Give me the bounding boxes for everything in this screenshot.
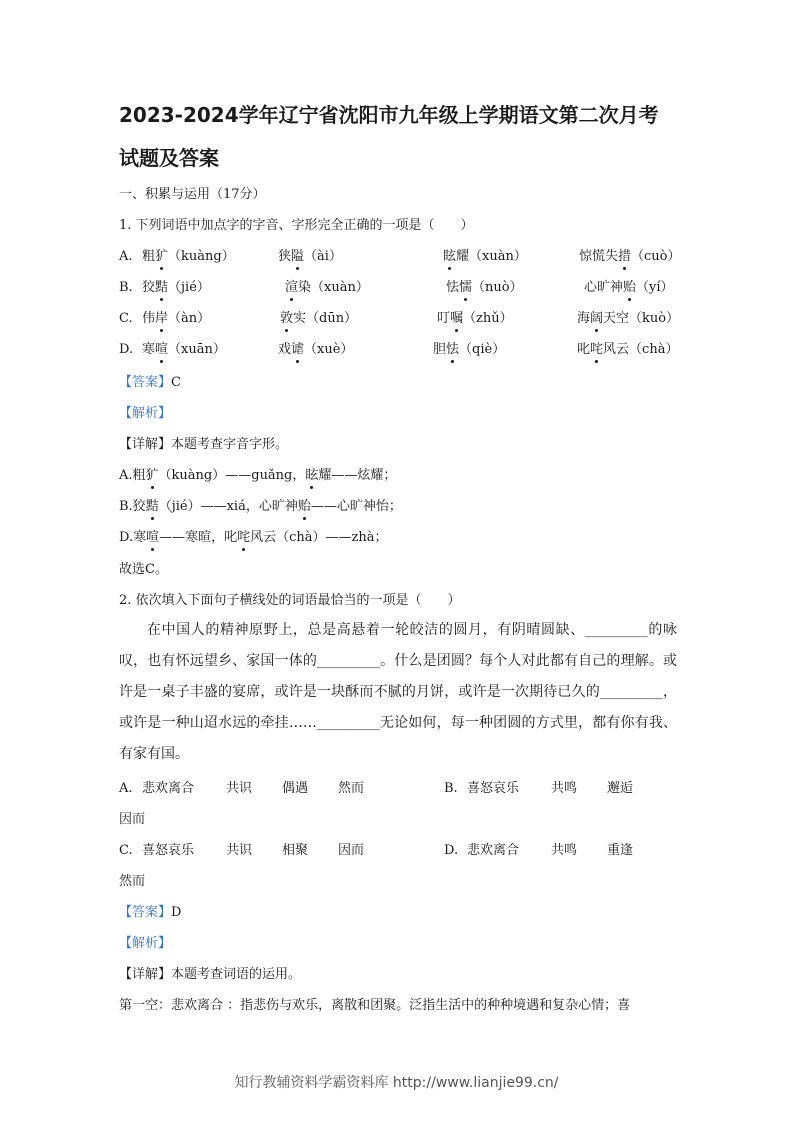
- explanation-line: A.粗犷（kuàng）——guǎng，眩耀——炫耀；: [119, 468, 397, 483]
- option-item: 叱咤风云（chà）: [577, 342, 679, 357]
- option-word: 相聚: [282, 843, 309, 858]
- conclusion: 故选C。: [119, 562, 168, 577]
- option-word: 共识: [226, 843, 253, 858]
- answer-line: [119, 375, 181, 391]
- option-item: 狭隘（ài）: [278, 249, 342, 264]
- detail-text: 本题考查字音字形。: [171, 437, 289, 452]
- option-word: 因而: [338, 843, 365, 858]
- question-1-stem: 1. 下列词语中加点字的字音、字形完全正确的一项是（ ）: [119, 218, 474, 233]
- option-letter: A.: [119, 249, 133, 264]
- option-item: 海阔天空（kuò）: [577, 311, 680, 326]
- option-word: 喜怒哀乐: [467, 781, 520, 796]
- option-word: 然而: [338, 781, 365, 796]
- detail-tag: 【详解】: [119, 967, 172, 982]
- option-letter: B.: [119, 280, 133, 295]
- option-word: 共识: [226, 781, 253, 796]
- detail-tag: 【详解】: [119, 437, 172, 452]
- document-title: 2023-2024学年辽宁省沈阳市九年级上学期语文第二次月考: [119, 103, 659, 127]
- option-item: 胆怯（qiè）: [433, 342, 506, 357]
- option-word: 悲欢离合: [467, 843, 520, 858]
- option-item: 叮嘱（zhǔ）: [437, 311, 513, 326]
- option-word: 悲欢离合: [142, 781, 195, 796]
- detail-text: 本题考查词语的运用。: [171, 967, 302, 982]
- option-letter: D.: [119, 342, 134, 357]
- option-item: 心旷神贻（yí）: [584, 280, 674, 295]
- detail-line: [119, 437, 288, 453]
- explanation-line: D.寒喧——寒暄，叱咤风云（chà）——zhà；: [119, 530, 388, 545]
- question-2-stem: 2. 依次填入下面句子横线处的词语最恰当的一项是（ ）: [119, 593, 461, 608]
- option-letter: C.: [119, 311, 133, 326]
- option-word: 重逢: [607, 843, 634, 858]
- option-word: 共鸣: [551, 843, 578, 858]
- option-item: 眩耀（xuàn）: [443, 249, 527, 264]
- option-word: 然而: [119, 874, 146, 889]
- document-title-continued: 试题及答案: [119, 146, 219, 170]
- explanation-line: B.狡黠（jié）——xiá，心旷神贻——心旷神怡；: [119, 499, 402, 514]
- section-heading: 一、积累与运用（17分）: [119, 187, 266, 202]
- option-item: 寒喧（xuān）: [142, 342, 226, 357]
- answer-tag: 【答案】: [119, 375, 172, 390]
- option-item: 狡黠（jié）: [142, 280, 210, 295]
- option-item: 敦实（dūn）: [280, 311, 358, 326]
- option-item: 惊慌失措（cuò）: [579, 249, 681, 264]
- option-letter: A.: [119, 781, 133, 796]
- option-item: 怯懦（nuò）: [446, 280, 523, 295]
- option-letter: D.: [444, 843, 459, 858]
- option-item: 粗犷（kuàng）: [142, 249, 235, 264]
- option-item: 伟岸（àn）: [142, 311, 211, 326]
- first-blank-explanation: 第一空：悲欢离合 ：指悲伤与欢乐，离散和团聚。泛指生活中的种种境遇和复杂心情；喜: [119, 998, 631, 1013]
- analysis-tag: 【解析】: [119, 406, 172, 421]
- answer-value: D: [171, 905, 182, 920]
- option-letter: B.: [444, 781, 458, 796]
- footer-watermark: 知行教辅资料学霸资料库 http://www.lianjie99.cn/: [234, 1075, 559, 1091]
- question-2-passage: 在中国人的精神原野上，总是高悬着一轮皎洁的圆月，有阴晴圆缺、_________的咏叹，也有怀远望乡、家国一体的_________。什么是团圆？每个人对此都有自己的理解。或许是一桌子丰盛的宴席，或许是一块酥而不腻的月饼，或许是一次期待已久的_________，或许是一种山迢水远的牵挂……_________无论如何，每一种团圆的方式里，都有你有我、有家有国。: [119, 622, 677, 762]
- detail-line: [119, 967, 301, 983]
- analysis-tag: 【解析】: [119, 936, 172, 951]
- option-word: 共鸣: [551, 781, 578, 796]
- option-item: 渲染（xuàn）: [285, 280, 369, 295]
- answer-tag: 【答案】: [119, 905, 172, 920]
- option-word: 邂逅: [607, 781, 634, 796]
- option-item: 戏谑（xuè）: [278, 342, 354, 357]
- option-word: 喜怒哀乐: [142, 843, 195, 858]
- answer-line: [119, 905, 181, 921]
- option-letter: C.: [119, 843, 133, 858]
- option-word: 偶遇: [282, 781, 309, 796]
- answer-value: C: [171, 375, 181, 390]
- option-word: 因而: [119, 812, 146, 827]
